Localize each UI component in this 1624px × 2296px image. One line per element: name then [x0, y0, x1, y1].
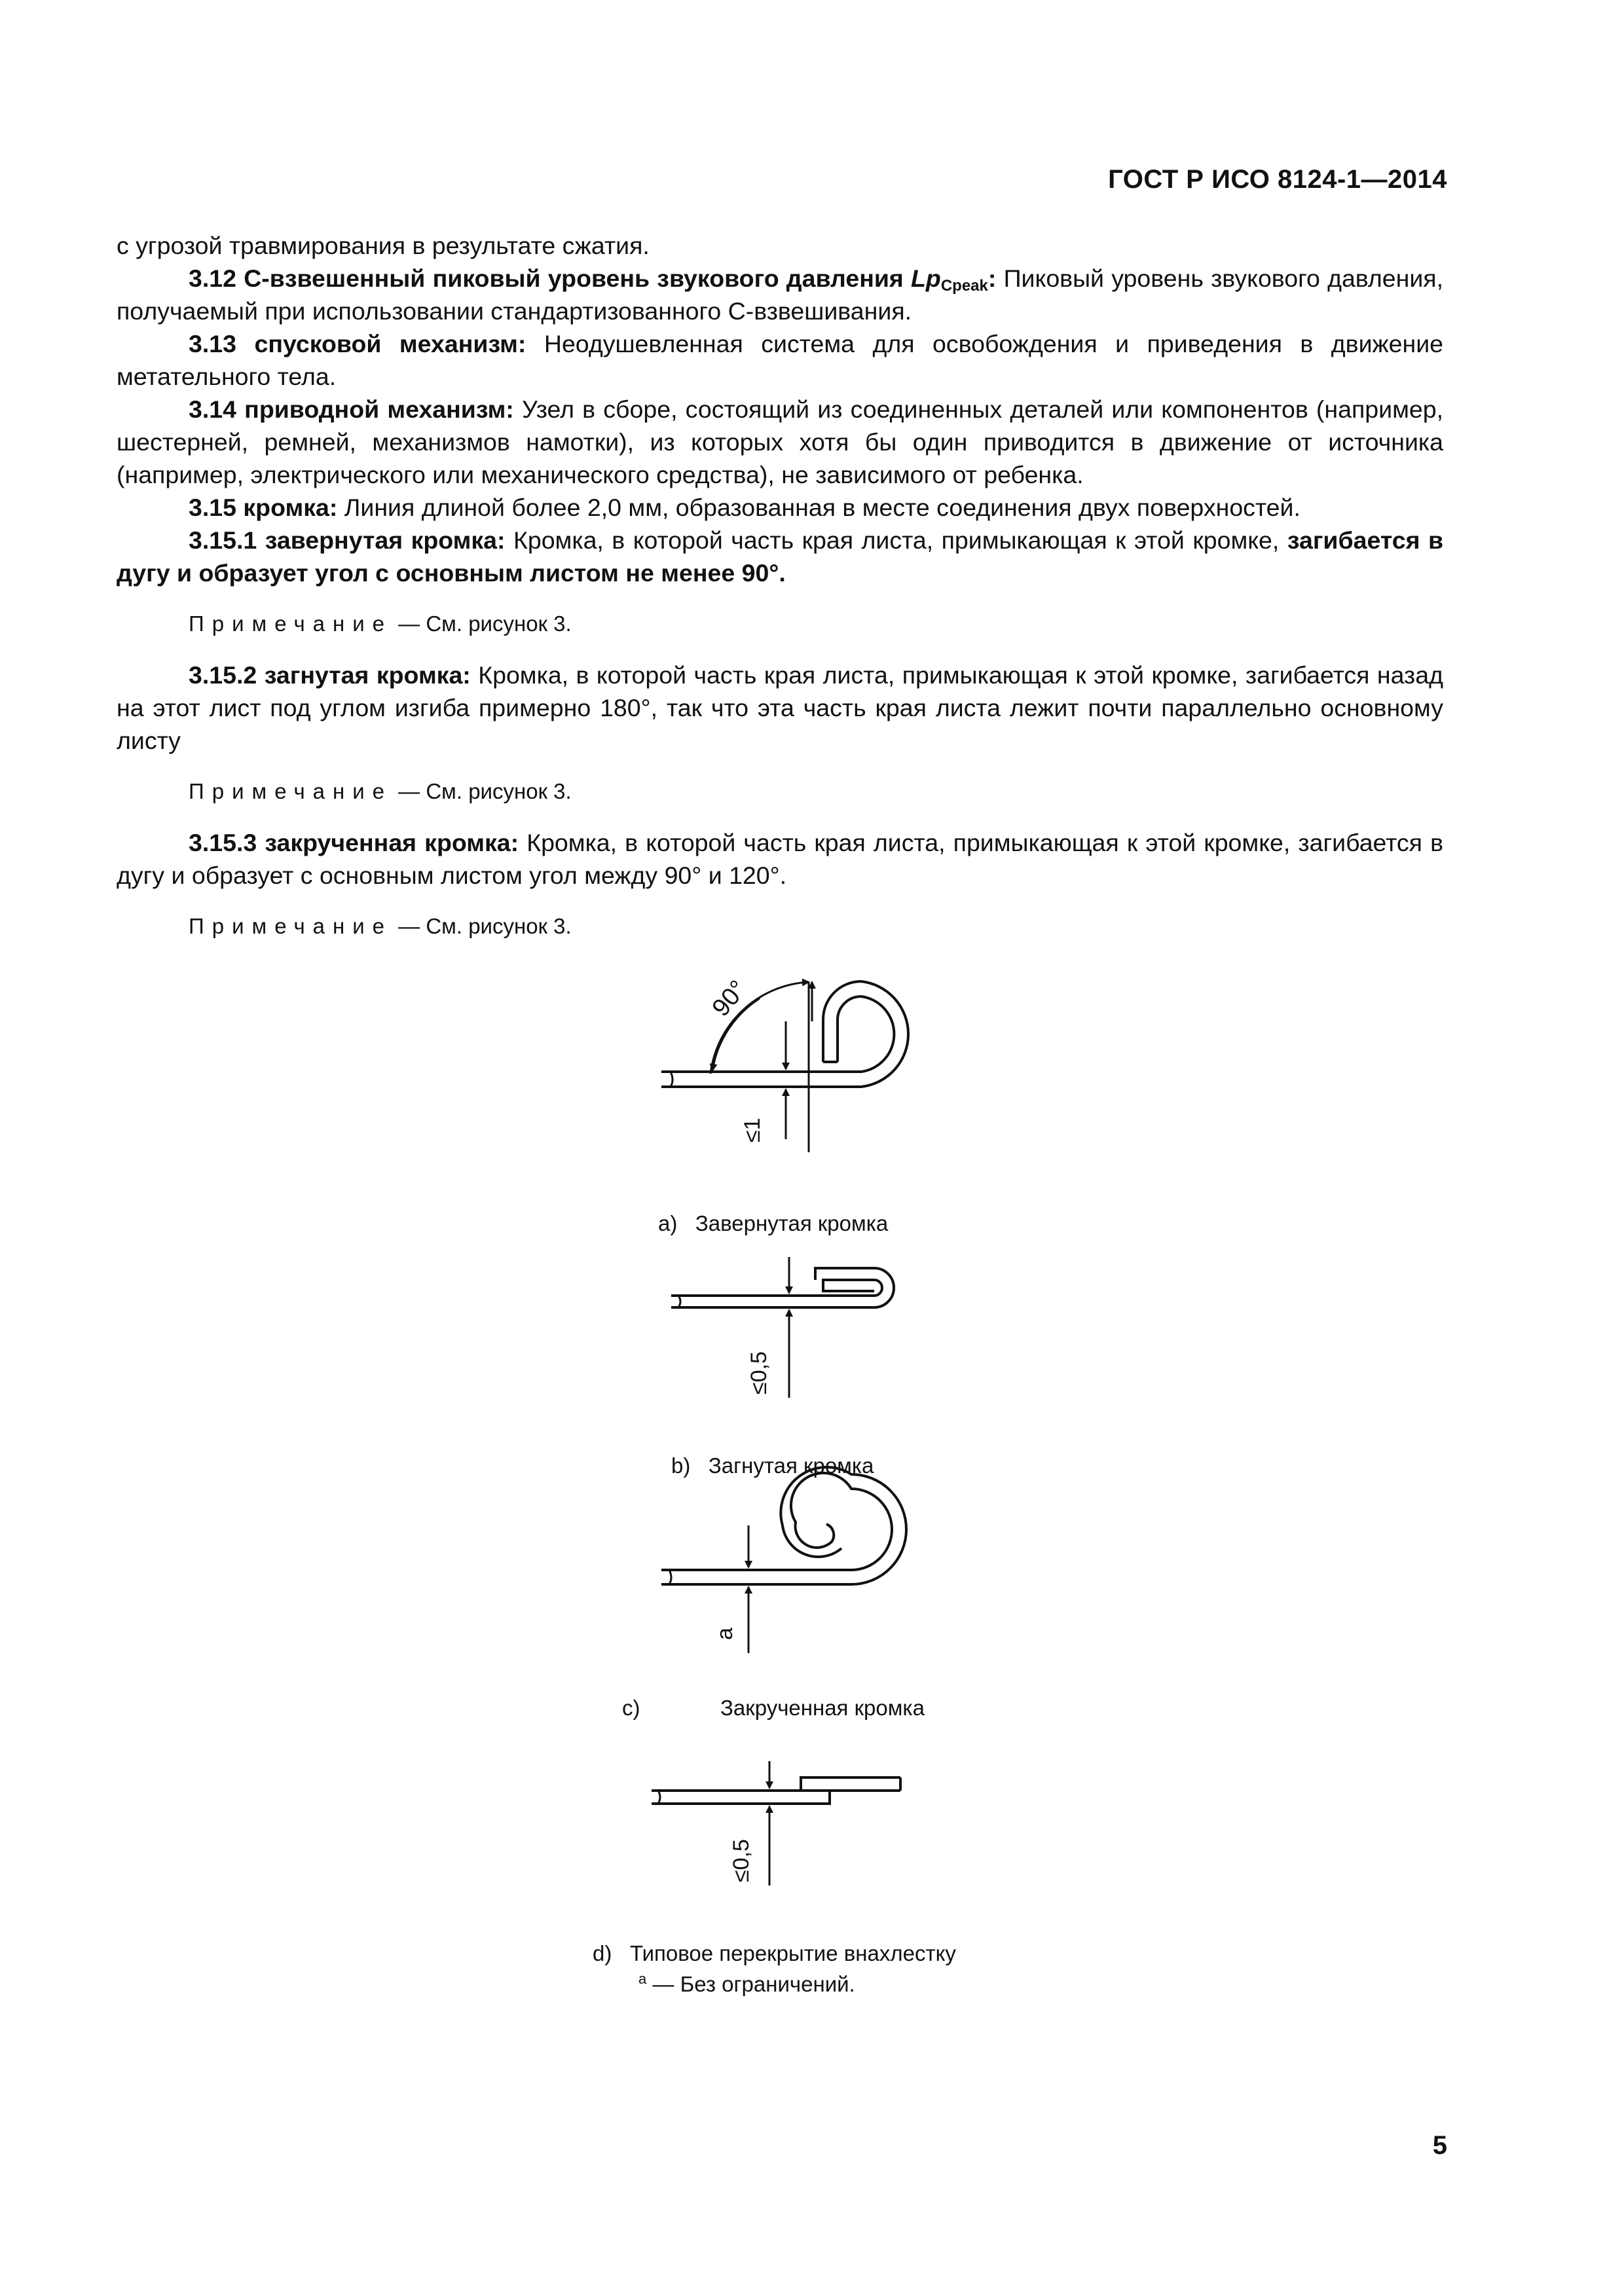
document-header: ГОСТ Р ИСО 8124-1—2014 — [1108, 165, 1447, 194]
term-3-15-3: 3.15.3 закрученная кромка: — [189, 829, 519, 856]
paragraph-3-12: 3.12 С-взвешенный пиковый уровень звукового давления $Lp_{Cpeak}$: Пиковый уровень звукового давления, получаемый при использовании стандартизованного С-взвешивания. — [117, 264, 1443, 325]
note-1: Примечание — См. рисунок 3. — [189, 611, 572, 636]
note-label: Примечание — [189, 611, 393, 636]
dimension-label-b: ≤0,5 — [747, 1351, 771, 1394]
caption-d: d) Типовое перекрытие внахлестку — [593, 1941, 956, 1965]
dimension-label-a: ≤1 — [740, 1118, 765, 1142]
note-2: Примечание — См. рисунок 3. — [189, 779, 572, 803]
paragraph-3-13: 3.13 спусковой механизм: Неодушевленная система для освобождения и приведения в движение метательного тела. — [117, 330, 1443, 390]
paragraph-continuation: с угрозой травмирования в результате сжатия. — [117, 232, 650, 259]
term-3-15-1: 3.15.1 завернутая кромка: — [189, 526, 506, 554]
note-3: Примечание — См. рисунок 3. — [189, 914, 572, 938]
page-number: 5 — [1432, 2131, 1447, 2160]
term-3-12: 3.12 С-взвешенный пиковый уровень звукового давления — [189, 264, 904, 292]
paragraph-3-15: 3.15 кромка: Линия длиной более 2,0 мм, образованная в месте соединения двух поверхностей. — [189, 494, 1301, 521]
note-label: Примечание — [189, 779, 393, 803]
drawing-hemmed-edge — [671, 1257, 894, 1398]
caption-b: b) Загнутая кромка — [671, 1453, 874, 1478]
dimension-label-c: a — [712, 1628, 737, 1640]
symbol-lp: Lp — [911, 264, 941, 292]
drawing-curled-edge — [661, 1467, 906, 1653]
term-3-15: 3.15 кромка: — [189, 494, 338, 521]
caption-c: c) Закрученная кромка — [622, 1696, 925, 1720]
paragraph-3-15-3: 3.15.3 закрученная кромка: Кромка, в которой часть края листа, примыкающая к этой кромке, загибается в дугу и образует с основным листом угол между 90° и 120°. — [117, 829, 1443, 889]
symbol-subscript: Cpeak — [940, 277, 988, 295]
term-3-13: 3.13 спусковой механизм: — [189, 330, 526, 357]
paragraph-3-14: 3.14 приводной механизм: Узел в сборе, состоящий из соединенных деталей или компонентов (например, шестерней, ремней, механизмов намотки), из которых хотя бы один приводится в движение от источника (например, электрического или механического средства), не зависимого от ребенка. — [117, 395, 1443, 488]
drawing-lap-joint — [652, 1761, 900, 1886]
paragraph-3-15-1: 3.15.1 завернутая кромка: Кромка, в которой часть края листа, примыкающая к этой кромке, загибается в дугу и образует угол с основным листом не менее 90°. — [117, 526, 1443, 587]
note-label: Примечание — [189, 914, 393, 938]
dimension-label-d: ≤0,5 — [729, 1839, 754, 1882]
angle-label: 90° — [707, 975, 752, 1022]
drawing-rolled-edge — [661, 981, 908, 1152]
caption-a: a) Завернутая кромка — [658, 1211, 889, 1235]
figure-footnote: $^a$ — Без ограничений. — [638, 1971, 855, 1996]
paragraph-3-15-2: 3.15.2 загнутая кромка: Кромка, в которой часть края листа, примыкающая к этой кромке, загибается назад на этот лист под углом изгиба примерно 180°, так что эта часть края листа лежит почти параллельно основному листу — [117, 661, 1443, 754]
bold-definition-3-15-1: загибается в дугу и образует угол с основным листом не менее 90°. — [117, 526, 1443, 587]
term-3-14: 3.14 приводной механизм: — [189, 395, 514, 423]
term-3-15-2: 3.15.2 загнутая кромка: — [189, 661, 471, 689]
